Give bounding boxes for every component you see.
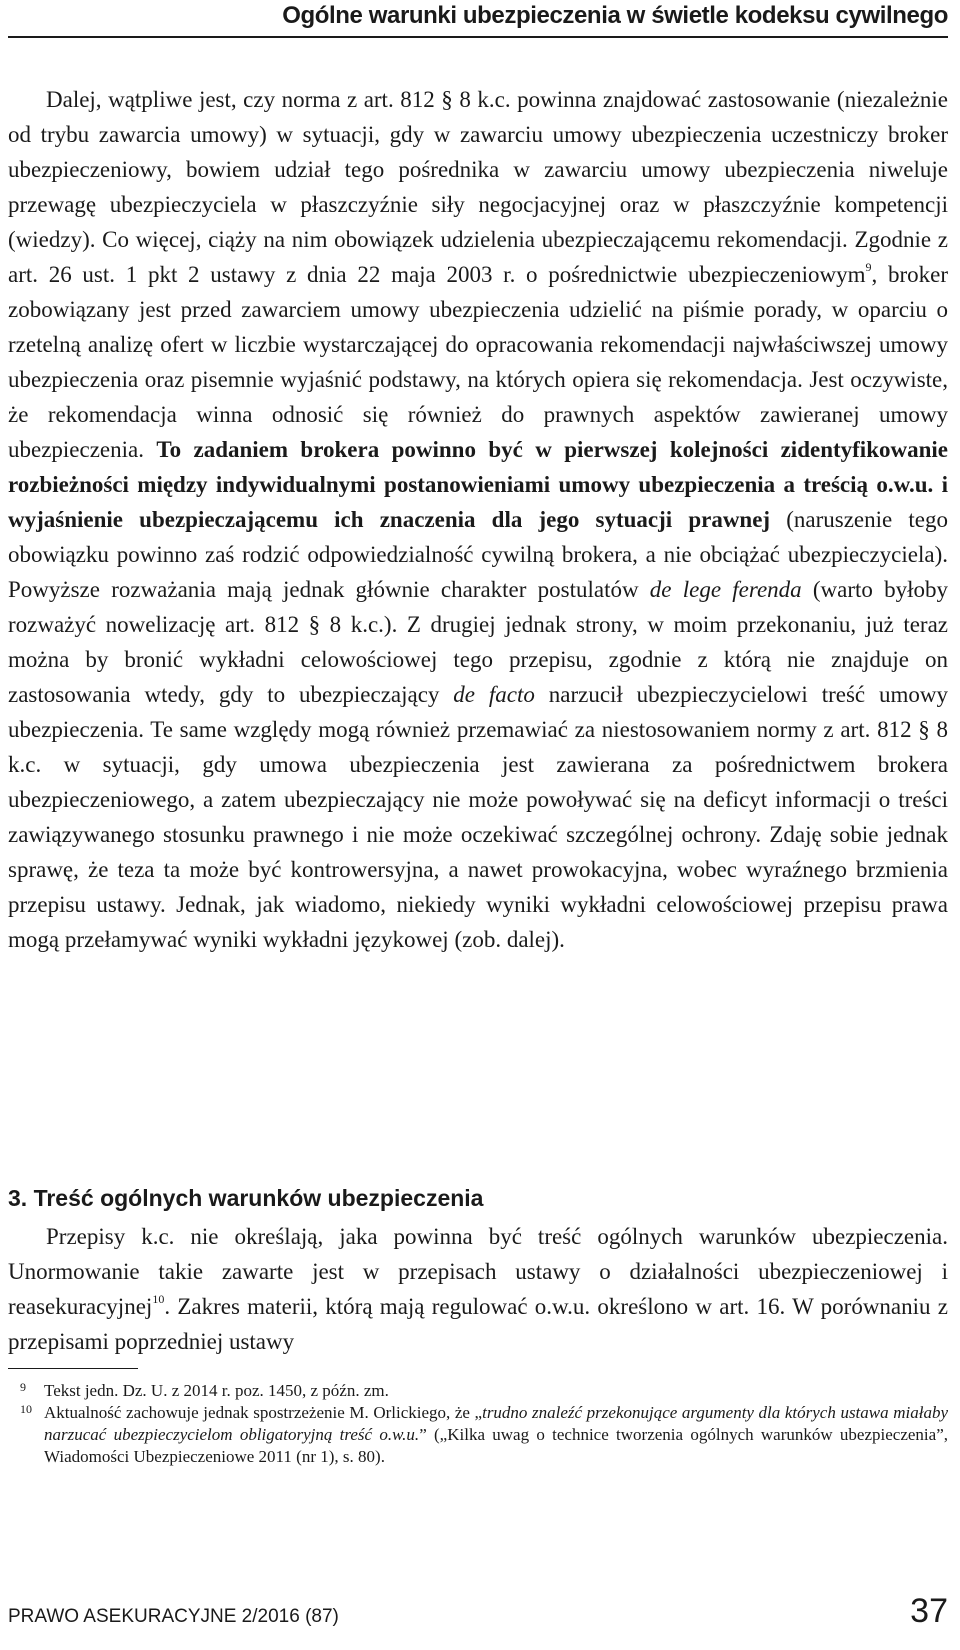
footnote-quote: trudno znaleźć przekonujące argumenty dla których ustawa miałaby narzucać ubezpieczycielom obligatoryjną treść o.w.u.: [44, 1403, 948, 1444]
footnotes: [8, 1380, 948, 1468]
footnote-ref-10[interactable]: 10: [152, 1292, 165, 1307]
paragraph-2-text-b: . Zakres materii, którą mają regulować o.w.u. określono w art. 16. W porównaniu z przepisami poprzedniej ustawy: [8, 1294, 948, 1354]
footnote-9: [8, 1380, 948, 1402]
section-heading: 3. Treść ogólnych warunków ubezpieczenia: [8, 1185, 484, 1211]
paragraph-1: [8, 82, 948, 957]
page-number: 37: [910, 1592, 948, 1630]
paragraph-2-text-a: Przepisy k.c. nie określają, jaka powinna być treść ogólnych warunków ubezpieczenia. Unormowanie takie zawarte jest w przepisach ustawy o działalności ubezpieczeniowej i reasekuracyjnej: [8, 1224, 948, 1319]
footnote-number: 9: [20, 1380, 26, 1394]
footnote-text-post: ” („Kilka uwag o technice tworzenia ogólnych warunków ubezpieczenia”, Wiadomości Ubezpieczeniowe 2011 (nr 1), s. 80).: [44, 1425, 948, 1466]
paragraph-1-bold-statement: To zadaniem brokera powinno być w pierwszej kolejności zidentyfikowanie rozbieżności między indywidualnymi postanowieniami umowy ubezpieczenia a treścią o.w.u. i wyjaśnienie ubezpieczającemu ich znaczenia dla jego sytuacji prawnej: [8, 437, 948, 532]
footnote-number: 10: [20, 1402, 32, 1416]
body-text: [8, 82, 948, 957]
footnote-rule: [8, 1368, 138, 1369]
footnote-text-pre: Aktualność zachowuje jednak spostrzeżenie M. Orlickiego, że „: [44, 1403, 483, 1422]
paragraph-1-text-b: , broker zobowiązany jest przed zawarciem umowy ubezpieczenia udzielić na piśmie porady, w oparciu o rzetelną analizę ofert w liczbie wystarczającej do opracowania rekomendacji najwłaściwszej umowy ubezpieczenia oraz pisemnie wyjaśnić podstawy, na których opiera się rekomendacja. Jest oczywiste, że rekomendacja winna odnosić się również do prawnych aspektów zawieranej umowy ubezpieczenia.: [8, 262, 949, 462]
paragraph-2: [8, 1219, 948, 1359]
paragraph-1-text-d: (warto byłoby rozważyć nowelizację art. 812 § 8 k.c.). Z drugiej jednak strony, w moim przekonaniu, już teraz można by bronić wykładni celowościowej tego przepisu, zgodnie z którą nie znajduje on zastosowania wtedy, gdy to ubezpieczający: [8, 577, 949, 707]
body-text-section-3: [8, 1219, 948, 1359]
journal-footer: PRAWO ASEKURACYJNE 2/2016 (87): [8, 1606, 339, 1627]
footnote-10: [8, 1402, 948, 1468]
paragraph-1-text-c: (naruszenie tego obowiązku powinno zaś rodzić odpowiedzialność cywilną brokera, a nie obciążać ubezpieczyciela). Powyższe rozważania mają jednak głównie charakter postulatów: [8, 507, 948, 602]
paragraph-1-italic-term-1: de lege ferenda: [649, 577, 802, 602]
running-title: Ogólne warunki ubezpieczenia w świetle kodeksu cywilnego: [282, 2, 948, 29]
paragraph-1-text-a: Dalej, wątpliwe jest, czy norma z art. 812 § 8 k.c. powinna znajdować zastosowanie (niezależnie od trybu zawarcia umowy) w sytuacji, gdy w zawarciu umowy ubezpieczenia uczestniczy broker ubezpieczeniowy, bowiem udział tego pośrednika w zawarciu umowy ubezpieczenia niweluje przewagę ubezpieczyciela w płaszczyźnie siły negocjacyjnej oraz w płaszczyźnie kompetencji (wiedzy). Co więcej, ciąży na nim obowiązek udzielenia ubezpieczającemu rekomendacji. Zgodnie z art. 26 ust. 1 pkt 2 ustawy z dnia 22 maja 2003 r. o pośrednictwie ubezpieczeniowym: [8, 87, 948, 287]
footnote-text: Tekst jedn. Dz. U. z 2014 r. poz. 1450, z późn. zm.: [44, 1381, 389, 1400]
paragraph-1-text-e: narzucił ubezpieczycielowi treść umowy ubezpieczenia. Te same względy mogą również przemawiać za niestosowaniem normy z art. 812 § 8 k.c. w sytuacji, gdy umowa ubezpieczenia jest zawierana za pośrednictwem brokera ubezpieczeniowego, a zatem ubezpieczający nie może powoływać się na deficyt informacji o treści zawiązywanego stosunku prawnego i nie może oczekiwać szczególnej ochrony. Zdaję sobie jednak sprawę, że teza ta może być kontrowersyjna, a nawet prowokacyjna, wobec wyraźnego brzmienia przepisu ustawy. Jednak, jak wiadomo, niekiedy wyniki wykładni celowościowej przepisu prawa mogą przełamywać wyniki wykładni językowej (zob. dalej).: [8, 682, 948, 952]
footnote-ref-9[interactable]: 9: [865, 260, 872, 275]
paragraph-1-italic-term-2: de facto: [453, 682, 535, 707]
header-rule: [8, 36, 948, 38]
